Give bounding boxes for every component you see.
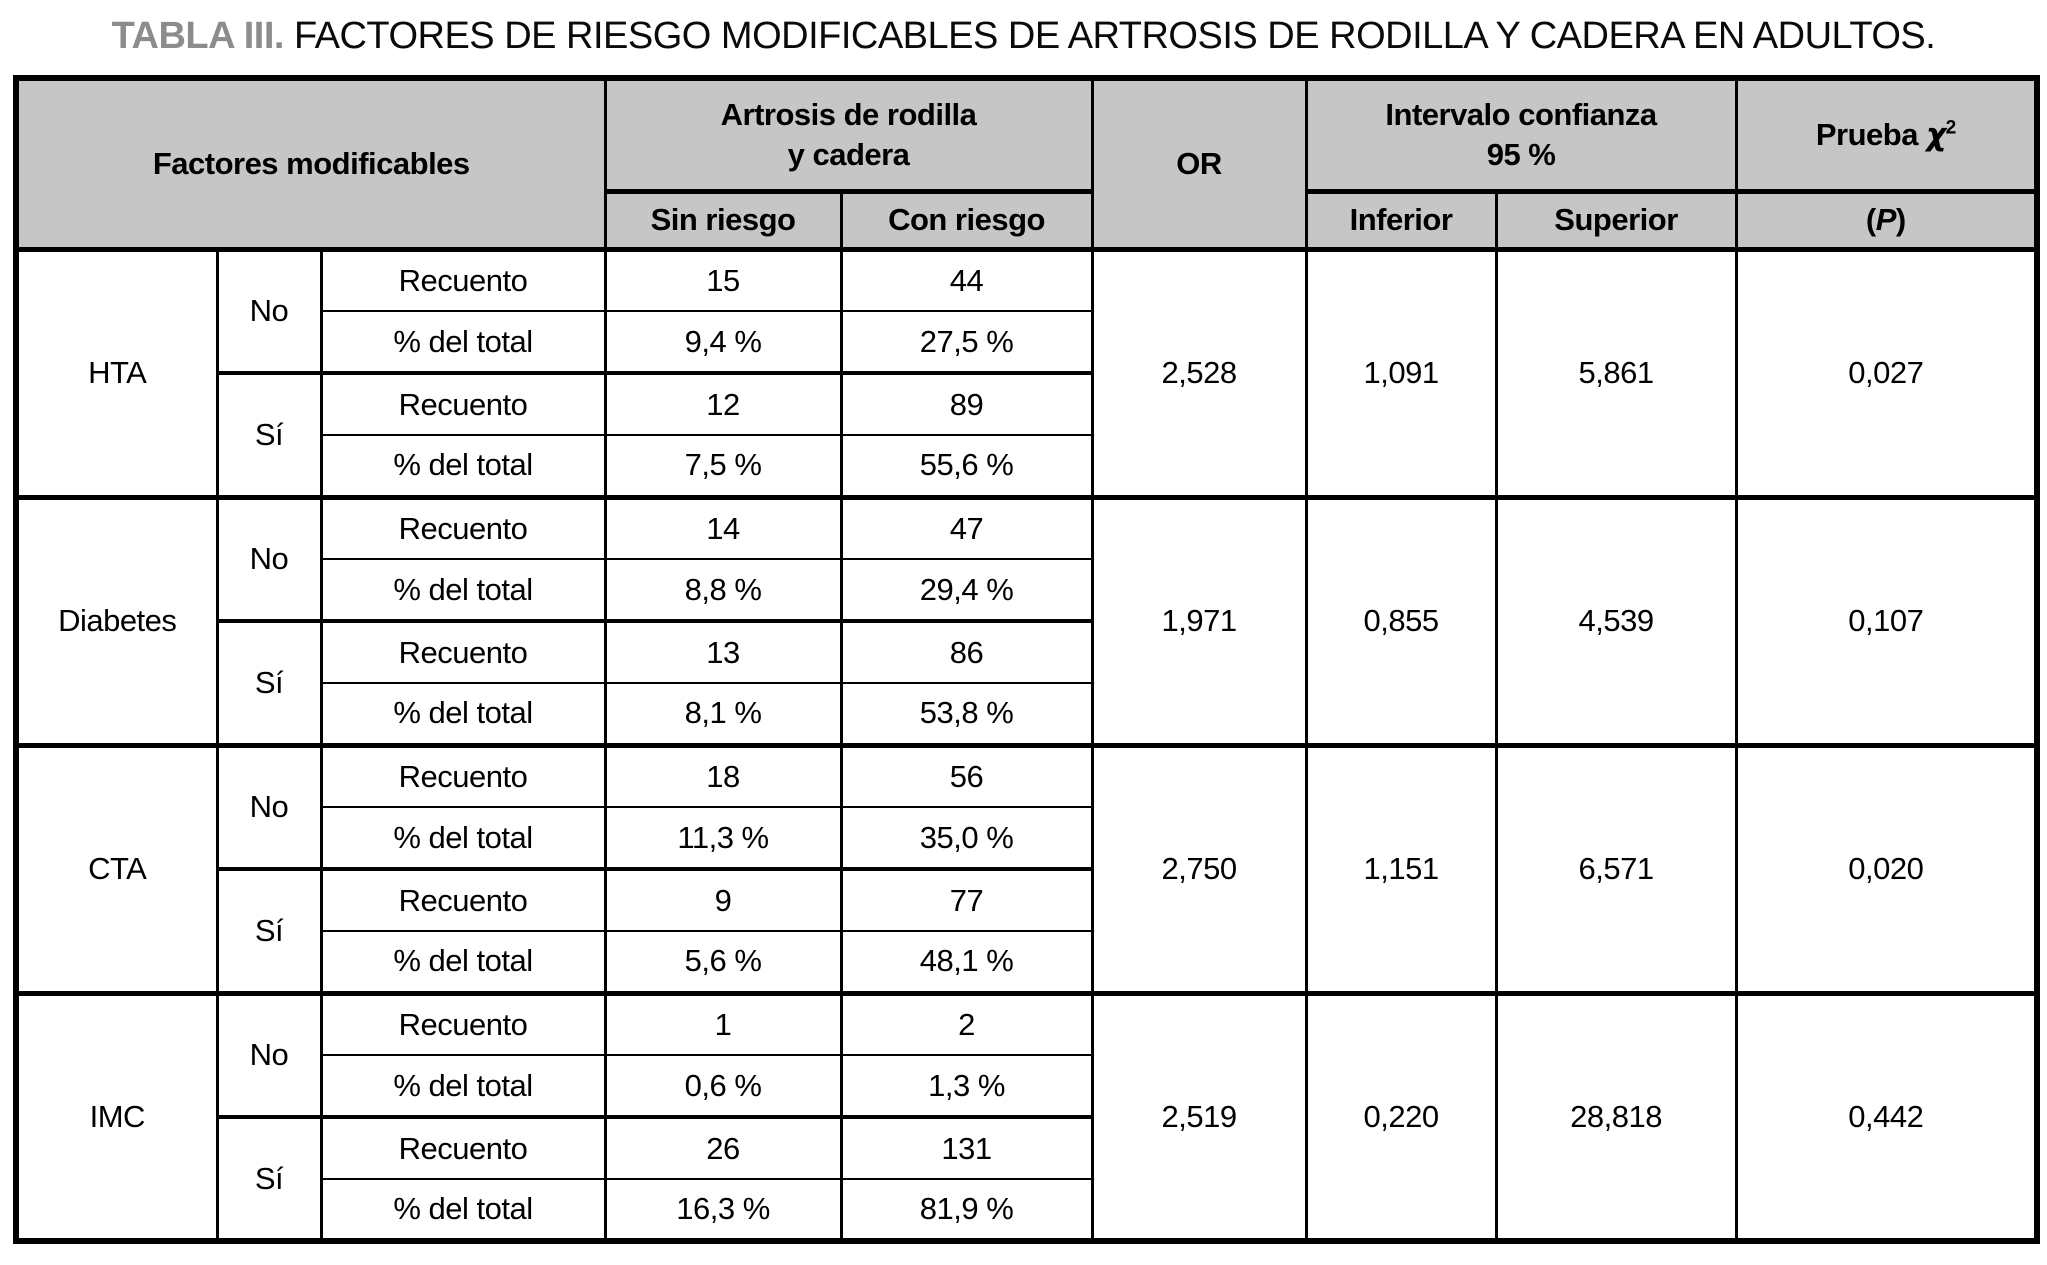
yesno-cell: Sí	[217, 1117, 321, 1241]
yesno-cell: Sí	[217, 621, 321, 745]
measure-label-cell: Recuento	[321, 249, 605, 311]
table-title-text: FACTORES DE RIESGO MODIFICABLES DE ARTROSIS DE RODILLA Y CADERA EN ADULTOS.	[283, 15, 1936, 57]
table-row	[16, 993, 2037, 1055]
header-prueba-chi2	[1736, 78, 2037, 191]
factor-name-cell: IMC	[16, 993, 217, 1241]
measure-label-cell: Recuento	[321, 745, 605, 807]
or-cell: 2,528	[1092, 249, 1306, 497]
table-row	[16, 249, 2037, 311]
value-cell: 9,4 %	[605, 311, 841, 373]
ci-upper-cell: 6,571	[1496, 745, 1736, 993]
value-cell: 131	[841, 1117, 1092, 1179]
header-factores-modificables: Factores modificables	[16, 78, 605, 249]
value-cell: 48,1 %	[841, 931, 1092, 993]
measure-label-cell: % del total	[321, 683, 605, 745]
ci-lower-cell: 0,220	[1306, 993, 1496, 1241]
chi-symbol: χ	[1926, 116, 1946, 153]
value-cell: 5,6 %	[605, 931, 841, 993]
header-intervalo-line2: 95 %	[1486, 136, 1556, 172]
table-row	[16, 745, 2037, 807]
factor-name-cell: Diabetes	[16, 497, 217, 745]
measure-label-cell: Recuento	[321, 869, 605, 931]
value-cell: 26	[605, 1117, 841, 1179]
value-cell: 89	[841, 373, 1092, 435]
value-cell: 81,9 %	[841, 1179, 1092, 1241]
measure-label-cell: Recuento	[321, 1117, 605, 1179]
table-title	[0, 14, 2047, 58]
header-intervalo-confianza	[1306, 78, 1736, 191]
ci-lower-cell: 1,091	[1306, 249, 1496, 497]
p-value-cell: 0,020	[1736, 745, 2037, 993]
yesno-cell: No	[217, 993, 321, 1117]
ci-lower-cell: 1,151	[1306, 745, 1496, 993]
header-sin-riesgo: Sin riesgo	[605, 191, 841, 249]
header-intervalo-line1: Intervalo confianza	[1385, 96, 1657, 132]
value-cell: 0,6 %	[605, 1055, 841, 1117]
value-cell: 44	[841, 249, 1092, 311]
ci-upper-cell: 28,818	[1496, 993, 1736, 1241]
risk-factors-table	[13, 75, 2040, 1244]
header-prueba-text: Prueba	[1815, 116, 1927, 152]
p-value-cell: 0,107	[1736, 497, 2037, 745]
header-artrosis-line2: y cadera	[787, 136, 910, 172]
measure-label-cell: % del total	[321, 931, 605, 993]
measure-label-cell: Recuento	[321, 373, 605, 435]
header-artrosis-line1: Artrosis de rodilla	[720, 96, 977, 132]
measure-label-cell: Recuento	[321, 993, 605, 1055]
or-cell: 1,971	[1092, 497, 1306, 745]
yesno-cell: No	[217, 249, 321, 373]
value-cell: 18	[605, 745, 841, 807]
value-cell: 16,3 %	[605, 1179, 841, 1241]
value-cell: 14	[605, 497, 841, 559]
value-cell: 13	[605, 621, 841, 683]
header-superior: Superior	[1496, 191, 1736, 249]
header-p-value	[1736, 191, 2037, 249]
value-cell: 8,8 %	[605, 559, 841, 621]
page	[0, 14, 2047, 1265]
or-cell: 2,750	[1092, 745, 1306, 993]
yesno-cell: No	[217, 497, 321, 621]
table-title-number: TABLA III.	[111, 15, 284, 57]
ci-lower-cell: 0,855	[1306, 497, 1496, 745]
header-row-groups	[16, 78, 2037, 191]
header-artrosis	[605, 78, 1092, 191]
value-cell: 15	[605, 249, 841, 311]
measure-label-cell: % del total	[321, 807, 605, 869]
value-cell: 86	[841, 621, 1092, 683]
measure-label-cell: Recuento	[321, 497, 605, 559]
value-cell: 7,5 %	[605, 435, 841, 497]
value-cell: 29,4 %	[841, 559, 1092, 621]
measure-label-cell: % del total	[321, 559, 605, 621]
value-cell: 47	[841, 497, 1092, 559]
measure-label-cell: % del total	[321, 311, 605, 373]
value-cell: 1	[605, 993, 841, 1055]
value-cell: 12	[605, 373, 841, 435]
measure-label-cell: % del total	[321, 435, 605, 497]
chi-exponent: 2	[1945, 117, 1956, 139]
value-cell: 27,5 %	[841, 311, 1092, 373]
yesno-cell: No	[217, 745, 321, 869]
p-symbol: P	[1875, 202, 1896, 237]
measure-label-cell: % del total	[321, 1055, 605, 1117]
value-cell: 8,1 %	[605, 683, 841, 745]
or-cell: 2,519	[1092, 993, 1306, 1241]
value-cell: 35,0 %	[841, 807, 1092, 869]
p-value-cell: 0,027	[1736, 249, 2037, 497]
yesno-cell: Sí	[217, 373, 321, 497]
p-value-cell: 0,442	[1736, 993, 2037, 1241]
p-paren-close: )	[1895, 202, 1906, 237]
p-paren-open: (	[1865, 202, 1876, 237]
yesno-cell: Sí	[217, 869, 321, 993]
header-inferior: Inferior	[1306, 191, 1496, 249]
measure-label-cell: Recuento	[321, 621, 605, 683]
table-row	[16, 497, 2037, 559]
value-cell: 56	[841, 745, 1092, 807]
ci-upper-cell: 5,861	[1496, 249, 1736, 497]
value-cell: 1,3 %	[841, 1055, 1092, 1117]
measure-label-cell: % del total	[321, 1179, 605, 1241]
value-cell: 77	[841, 869, 1092, 931]
value-cell: 55,6 %	[841, 435, 1092, 497]
value-cell: 53,8 %	[841, 683, 1092, 745]
header-or: OR	[1092, 78, 1306, 249]
factor-name-cell: HTA	[16, 249, 217, 497]
value-cell: 9	[605, 869, 841, 931]
value-cell: 11,3 %	[605, 807, 841, 869]
header-con-riesgo: Con riesgo	[841, 191, 1092, 249]
ci-upper-cell: 4,539	[1496, 497, 1736, 745]
factor-name-cell: CTA	[16, 745, 217, 993]
value-cell: 2	[841, 993, 1092, 1055]
